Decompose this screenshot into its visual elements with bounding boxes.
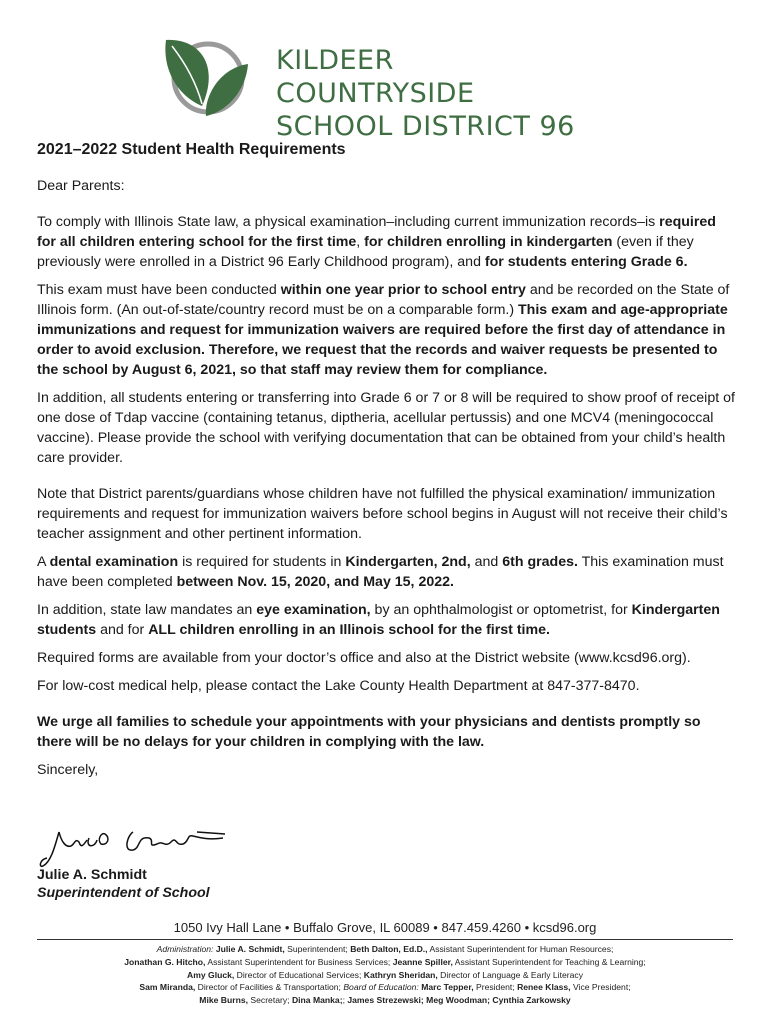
admin-line: Mike Burns, Secretary; Dina Manka;; James Strezewski; Meg Woodman; Cynthia Zarkowsky — [199, 995, 571, 1006]
district-name-line1: KILDEER COUNTRYSIDE — [276, 45, 475, 109]
leaf-logo-icon — [160, 36, 252, 118]
letter-body — [37, 140, 737, 788]
admin-line: Sam Miranda, Director of Facilities & Transportation; Board of Education: Marc Tepper, President; Renee Klass, Vice President; — [139, 982, 631, 993]
admin-line: Jonathan G. Hitcho, Assistant Superintendent for Business Services; Jeanne Spiller, Assistant Superintendent for Teaching & Learning; — [124, 956, 646, 967]
closing: Sincerely, — [37, 762, 99, 778]
letter-title: 2021–2022 Student Health Requirements — [37, 141, 346, 158]
paragraph-eye-exam: In addition, state law mandates an eye examination, by an ophthalmologist or optometrist, for Kindergarten students and for ALL children enrolling in an Illinois school for the first time. — [37, 602, 720, 638]
paragraph-dental: A dental examination is required for students in Kindergarten, 2nd, and 6th grades. This examination must have been completed between Nov. 15, 2020, and May 15, 2022. — [37, 554, 724, 590]
district-name-line2: SCHOOL DISTRICT 96 — [276, 111, 575, 142]
paragraph-urge: We urge all families to schedule your appointments with your physicians and dentists promptly so there will be no delays for your children in complying with the law. — [37, 714, 701, 750]
admin-line: Amy Gluck, Director of Educational Services; Kathryn Sheridan, Director of Language & Early Literacy — [187, 969, 583, 980]
letterhead — [160, 36, 580, 142]
paragraph-exam-timing: This exam must have been conducted within one year prior to school entry and be recorded on the State of Illinois form. (An out-of-state/country record must be on a comparable form.) This exam and age-appropriate immunizations and request for immunization waivers are required before the first day of attendance in order to avoid exclusion. Therefore, we request that the records and waiver requests be presented to the school by August 6, 2021, so that staff may review them for compliance. — [37, 282, 730, 378]
admin-line: Administration: Julie A. Schmidt, Superintendent; Beth Dalton, Ed.D., Assistant Superintendent for Human Resources; — [156, 944, 614, 954]
signature-block — [37, 826, 337, 906]
paragraph-tdap: In addition, all students entering or transferring into Grade 6 or 7 or 8 will be required to show proof of receipt of one dose of Tdap vaccine (containing tetanus, diptheria, acellular pertussis) and one MCV4 (meningococcal vaccine). Please provide the school with verifying documentation that can be obtained from your child’s health care provider. — [37, 390, 735, 466]
signatory-name: Julie A. Schmidt — [37, 867, 147, 883]
footer-divider — [37, 939, 733, 940]
paragraph-medical-help: For low-cost medical help, please contact the Lake County Health Department at 847-377-8470. — [37, 678, 640, 694]
paragraph-note: Note that District parents/guardians whose children have not fulfilled the physical examination/ immunization requirements and request for immunization waivers before school begins in August will not receive their child’s teacher assignment and other pertinent information. — [37, 486, 728, 542]
signatory-title: Superintendent of School — [37, 885, 210, 901]
paragraph-forms: Required forms are available from your doctor’s office and also at the District website (www.kcsd96.org). — [37, 650, 691, 666]
greeting: Dear Parents: — [37, 178, 125, 194]
footer-address: 1050 Ivy Hall Lane • Buffalo Grove, IL 60089 • 847.459.4260 • kcsd96.org — [173, 920, 597, 935]
district-name — [276, 44, 580, 143]
footer-administration — [60, 943, 710, 1007]
paragraph-physical-exam: To comply with Illinois State law, a physical examination–including current immunization records–is required for all children entering school for the first time, for children enrolling in kindergarten (even if they previously were enrolled in a District 96 Early Childhood program), and for students entering Grade 6. — [37, 214, 716, 270]
